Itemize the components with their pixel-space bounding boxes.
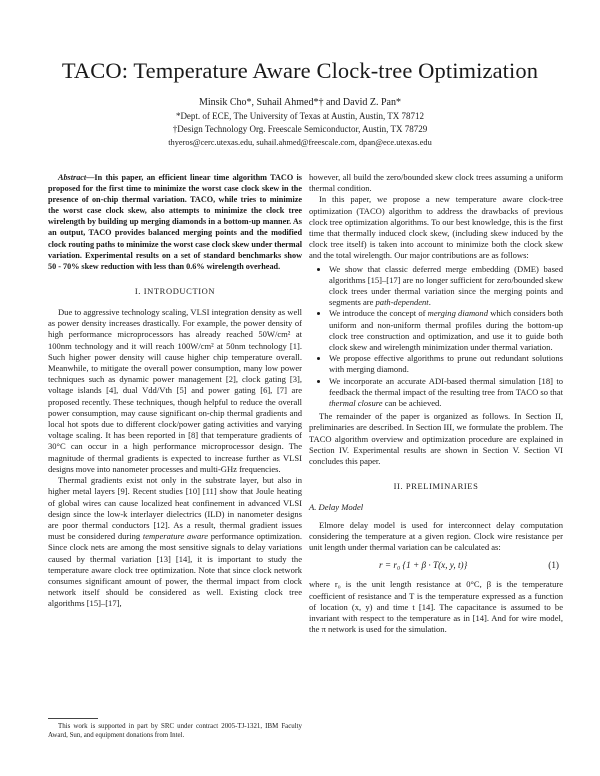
contribution-4-part-b: can be achieved. — [382, 398, 442, 409]
author-list: Minsik Cho*, Suhail Ahmed*† and David Z. Pan* — [199, 97, 401, 108]
section-heading-introduction: I. INTRODUCTION — [134, 285, 216, 296]
abstract — [48, 172, 302, 272]
contribution-2-part-a: We introduce the concept of — [329, 308, 428, 319]
paper-title: TACO: Temperature Aware Clock-tree Optimization — [61, 58, 539, 83]
contribution-2-part-b: which considers both uniform and non-uniform thermal profiles during the bottom-up clock tree construction and optimization, and use it to guide both clock skew and wirelength minimization under thermal variation. — [329, 308, 563, 353]
contribution-4-emphasis: thermal closure — [329, 398, 383, 409]
delay-model-paragraph: Elmore delay model is used for interconnect delay computation considering the temperature at a given region. Clock wire resistance per unit length under thermal variation can be calculated as: — [309, 519, 563, 553]
contribution-item-pruning: • We propose effective algorithms to prune out redundant solutions with merging diamond. — [329, 353, 563, 375]
contribution-list — [309, 264, 563, 410]
author-emails: thyeros@cerc.utexas.edu, suhail.ahmed@freescale.com, dpan@ece.utexas.edu — [168, 138, 432, 147]
intro-paragraph-1: Due to aggressive technology scaling, VLSI integration density as well as power density increases drastically. For example, the power density of high performance microprocessors has already reached 50W/cm² at 100nm technology and it will reach 100W/cm² at 50nm technology [1]. Such higher power density will cause higher chip temperature overall. Meanwhile, to mitigate the overall power consumption, many low power techniques such as dynamic power management [2], clock gating [3], voltage islands [4], dual Vdd/Vth [5] and power gating [6], [7] are proposed recently. These techniques, though helpful to reduce the overall power consumption, may cause significant on-chip thermal gradients and local hot spots due to different clock/power gating activities and varying voltage scaling. It has been reported in [8] that temperature gradients of 30°C can occur in a high performance microprocessor design. The magnitude of thermal gradients is expected to increase further as VLSI designs move into nanometer processes and multi-GHz frequencies. — [48, 307, 302, 474]
intro-paragraph-2 — [48, 475, 302, 609]
funding-footnote: This work is supported in part by SRC under contract 2005-TJ-1321, IBM Faculty Award, Sun, and equipment donations from Intel. — [48, 723, 302, 739]
contribution-1-emphasis: path-dependent — [375, 297, 429, 308]
right-column — [309, 172, 563, 635]
affiliation-freescale: †Design Technology Org. Freescale Semiconductor, Austin, TX 78729 — [172, 124, 428, 134]
intro-paragraph-2-part-a: Thermal gradients exist not only in the substrate layer, but also in higher metal layers [9]. Recent studies [10] [11] show that Joule heating of global wires can cause localized heat confinement in advanced VLSI design since the low-k interlayer dielectrics (ILD) in nanometer designs are poor thermal conductors [12]. As a result, thermal gradient issues must be considered during — [48, 475, 302, 542]
equation-body: r = r₀ {1 + β · T(x, y, t)} — [379, 560, 468, 571]
equation-explanation-paragraph: where r₀ is the unit length resistance at 0°C, β is the temperature coefficient of resistance and T is the temperature expressed as a function of location (x, y) and time t [14]. The capacitance is assumed to be invariant with respect to the temperature as in [14]. And for wire model, the π network is used for the simulation. — [309, 579, 563, 635]
contribution-item-thermal-simulation — [329, 376, 563, 410]
equation-number: (1) — [548, 560, 559, 571]
affiliation-ut-austin: *Dept. of ECE, The University of Texas at Austin, Austin, TX 78712 — [175, 111, 425, 121]
contribution-item-dme — [329, 264, 563, 309]
contribution-1-part-b: . — [428, 297, 431, 308]
contribution-4-part-a: We incorporate an accurate ADI-based thermal simulation [18] to feedback the thermal impact of the resulting tree from TACO so that — [329, 375, 563, 397]
subsection-heading-delay-model: A. Delay Model — [309, 502, 364, 513]
footnote-rule — [48, 718, 98, 719]
abstract-label: Abstract— — [58, 173, 95, 182]
contribution-2-emphasis: merging diamond — [427, 308, 488, 319]
intro-paragraph-2-part-b: performance optimization. Since clock nets are among the most sensitive signals to delay variations caused by thermal variation [13] [14], it is important to study the temperature aware clock tree optimization. Note that since clock network consumes significant amount of power, the thermal impact from clock network itself should be considered as well. Existing clock tree algorithms [15]–[17], — [48, 531, 302, 609]
abstract-text: In this paper, an efficient linear time algorithm TACO is proposed for the first time to minimize the worst case clock skew in the presence of on-chip thermal variation. TACO, while tries to minimize the worst case clock skew, also attempts to minimize the clock tree wirelength by building up merging diamonds in a bottom-up manner. As an output, TACO provides balanced merging points and the modified clock routing paths to minimize the worst case clock skew under thermal variation. Experimental results on a set of standard benchmarks show 50 - 70% skew reduction with less than 0.6% wirelength overhead. — [48, 173, 302, 271]
intro-proposal-paragraph: In this paper, we propose a new temperature aware clock-tree optimization (TACO) algorithm to address the drawbacks of previous clock tree optimization algorithms. To our best knowledge, this is the first time that thermally induced clock skew, (including skew induced by the clock tree itself) is taken into account to minimize both the clock skew and the total wirelength. Our major contributions are as follows: — [309, 194, 563, 261]
section-heading-preliminaries: II. PRELIMINARIES — [393, 481, 479, 492]
contribution-1-part-a: We show that classic deferred merge embedding (DME) based algorithms [15]–[17] are no longer sufficient for zero/bounded skew clock trees under thermal variation since the merging points and segments are — [329, 263, 563, 308]
intro-paragraph-2-emphasis: temperature aware — [142, 531, 209, 542]
resistance-equation — [309, 557, 563, 575]
paper-organization-paragraph: The remainder of the paper is organized as follows. In Section II, preliminaries are described. In Section III, we formulate the problem. The TACO algorithm overview and optimization procedure are explained in Section IV. Experimental results are shown in Section V. Section VI concludes this paper. — [309, 411, 563, 467]
intro-continued-paragraph: however, all build the zero/bounded skew clock trees assuming a uniform thermal condition. — [309, 172, 563, 194]
contribution-item-merging-diamond — [329, 308, 563, 353]
left-column — [48, 172, 302, 610]
